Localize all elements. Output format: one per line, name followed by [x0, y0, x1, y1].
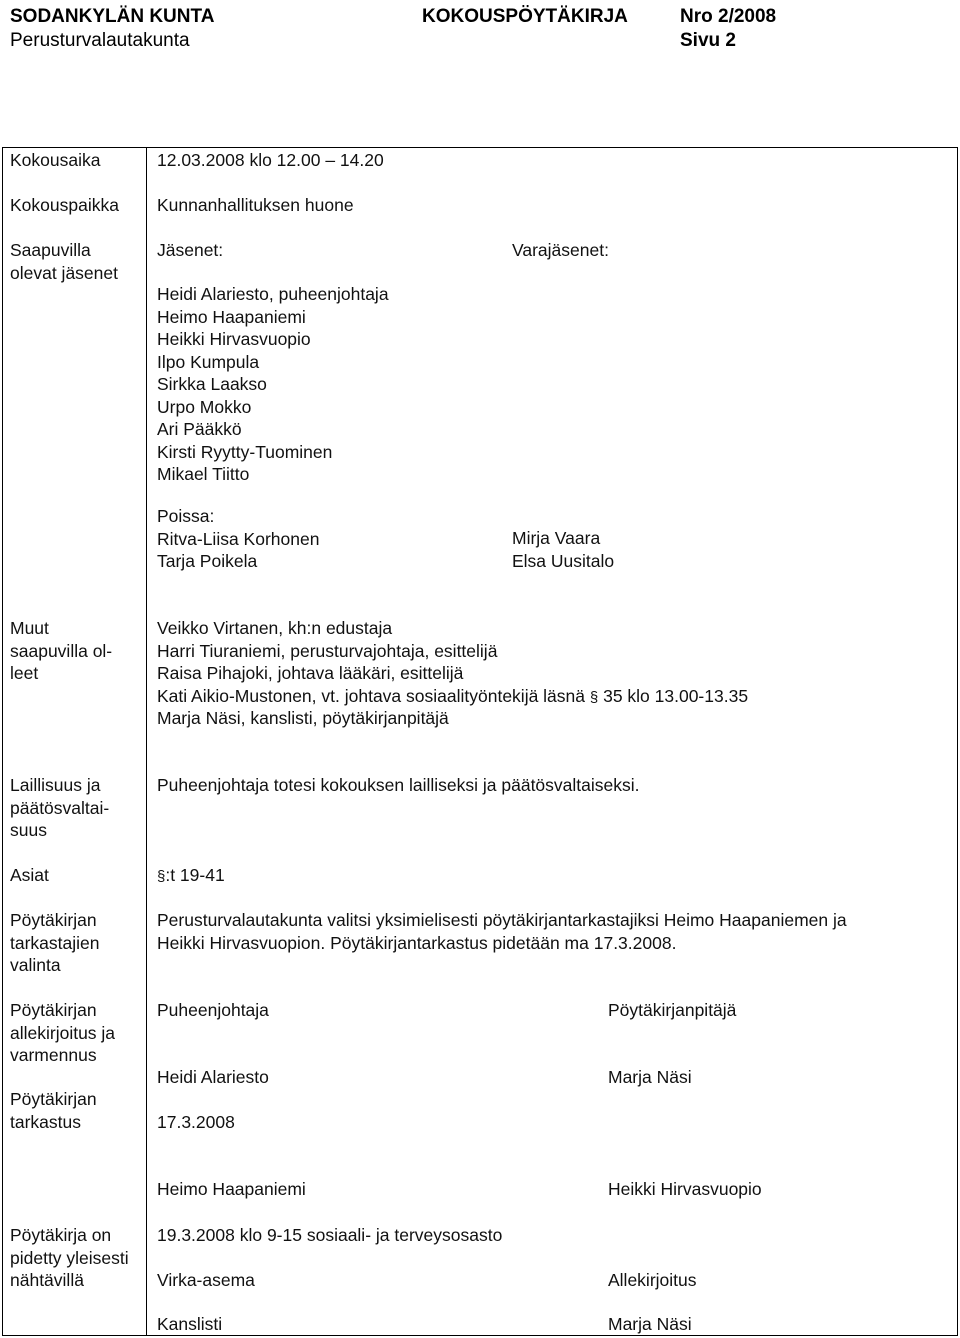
meeting-place-label: Kokouspaikka	[10, 195, 119, 215]
meeting-time-label: Kokousaika	[10, 150, 101, 170]
others-label-line: saapuvilla ol-	[10, 640, 113, 661]
display-label	[10, 1224, 129, 1292]
chair-title: Puheenjohtaja	[157, 1000, 269, 1020]
members-list	[157, 283, 389, 486]
inspectors-label-line: tarkastajien	[10, 932, 100, 953]
legality-label	[10, 774, 109, 842]
other-attendee: Veikko Virtanen, kh:n edustaja	[157, 618, 393, 638]
other-attendee-time: 35 klo 13.00-13.35	[598, 685, 749, 706]
display-label-line: nähtävillä	[10, 1270, 84, 1290]
absent-deputy: Elsa Uusitalo	[512, 550, 615, 571]
absent-heading: Poissa:	[157, 506, 215, 526]
board-name: Perusturvalautakunta	[10, 30, 190, 51]
document-type: KOKOUSPÖYTÄKIRJA	[422, 6, 628, 27]
member-item: Kirsti Ryytty-Tuominen	[157, 441, 333, 462]
member-item: Ari Pääkkö	[157, 419, 242, 439]
legality-text: Puheenjohtaja totesi kokouksen lailliseksi ja päätösvaltaiseksi.	[157, 775, 640, 795]
member-item: Heidi Alariesto, puheenjohtaja	[157, 284, 389, 304]
signing-label-line: varmennus	[10, 1045, 97, 1065]
section-symbol: §	[157, 868, 166, 885]
inspectors-text-line: Heikki Hirvasvuopion. Pöytäkirjantarkastus pidetään ma 17.3.2008.	[157, 932, 677, 953]
others-label	[10, 617, 112, 685]
absent-deputy: Mirja Vaara	[512, 528, 601, 548]
municipality-name: SODANKYLÄN KUNTA	[10, 6, 215, 27]
absent-deputies-list	[512, 527, 614, 572]
signing-label	[10, 999, 115, 1067]
legality-label-line: Laillisuus ja	[10, 775, 101, 795]
other-attendee: Raisa Pihajoki, johtava lääkäri, esittelijä	[157, 663, 464, 683]
review-label-line: tarkastus	[10, 1111, 81, 1132]
review-date: 17.3.2008	[157, 1112, 235, 1132]
member-item: Heimo Haapaniemi	[157, 306, 306, 327]
matters-value: :t 19-41	[165, 865, 225, 885]
attendance-label	[10, 239, 118, 284]
member-item: Sirkka Laakso	[157, 374, 267, 394]
meeting-place-value: Kunnanhallituksen huone	[157, 195, 354, 215]
position-label: Virka-asema	[157, 1270, 255, 1290]
page-number: Sivu 2	[680, 30, 736, 51]
other-attendee	[157, 685, 748, 708]
others-label-line: leet	[10, 663, 39, 683]
display-label-line: pidetty yleisesti	[10, 1247, 129, 1268]
inspector-name: Heimo Haapaniemi	[157, 1179, 306, 1199]
other-attendee: Marja Näsi, kanslisti, pöytäkirjanpitäjä	[157, 708, 449, 728]
member-item: Heikki Hirvasvuopio	[157, 329, 311, 349]
display-label-line: Pöytäkirja on	[10, 1225, 112, 1245]
absent-member: Tarja Poikela	[157, 551, 258, 571]
matters-label: Asiat	[10, 865, 49, 885]
display-when-where: 19.3.2008 klo 9-15 sosiaali- ja terveysosasto	[157, 1225, 503, 1245]
inspectors-label-line: Pöytäkirjan	[10, 910, 97, 930]
signature-label: Allekirjoitus	[608, 1270, 697, 1290]
matters-value-line	[157, 864, 225, 889]
meeting-time-value: 12.03.2008 klo 12.00 – 14.20	[157, 150, 384, 170]
signing-label-line: Pöytäkirjan	[10, 1000, 97, 1020]
inspectors-label-line: valinta	[10, 955, 61, 975]
inspector-name: Heikki Hirvasvuopio	[608, 1179, 762, 1199]
attendance-label-line: Saapuvilla	[10, 240, 91, 260]
document-number: Nro 2/2008	[680, 6, 777, 27]
inspectors-label	[10, 909, 100, 977]
absent-member: Ritva-Liisa Korhonen	[157, 528, 320, 549]
review-label	[10, 1088, 97, 1133]
chair-name: Heidi Alariesto	[157, 1067, 269, 1087]
legality-label-line: päätösvaltai-	[10, 797, 110, 818]
member-item: Urpo Mokko	[157, 396, 252, 417]
secretary-name: Marja Näsi	[608, 1067, 692, 1087]
legality-label-line: suus	[10, 820, 47, 840]
members-heading: Jäsenet:	[157, 240, 224, 260]
others-list	[157, 617, 748, 730]
table-right-border	[957, 147, 958, 1336]
signing-label-line: allekirjoitus ja	[10, 1022, 116, 1043]
table-column-divider	[146, 147, 147, 1336]
position-value: Kanslisti	[157, 1314, 223, 1334]
member-item: Mikael Tiitto	[157, 464, 250, 484]
table-left-border	[2, 147, 3, 1336]
attendance-label-line: olevat jäsenet	[10, 262, 118, 283]
review-label-line: Pöytäkirjan	[10, 1089, 97, 1109]
secretary-title: Pöytäkirjanpitäjä	[608, 1000, 737, 1020]
deputies-heading: Varajäsenet:	[512, 240, 609, 260]
section-symbol: §	[589, 688, 599, 706]
others-label-line: Muut	[10, 618, 49, 638]
inspectors-text-line: Perusturvalautakunta valitsi yksimielisesti pöytäkirjantarkastajiksi Heimo Haapaniemen ja	[157, 910, 847, 930]
signer-name: Marja Näsi	[608, 1314, 692, 1334]
other-attendee-text: Kati Aikio-Mustonen, vt. johtava sosiaalityöntekijä läsnä	[157, 685, 590, 706]
inspectors-text	[157, 909, 847, 954]
other-attendee: Harri Tiuraniemi, perusturvajohtaja, esittelijä	[157, 640, 498, 661]
absent-list	[157, 505, 319, 573]
member-item: Ilpo Kumpula	[157, 351, 260, 372]
